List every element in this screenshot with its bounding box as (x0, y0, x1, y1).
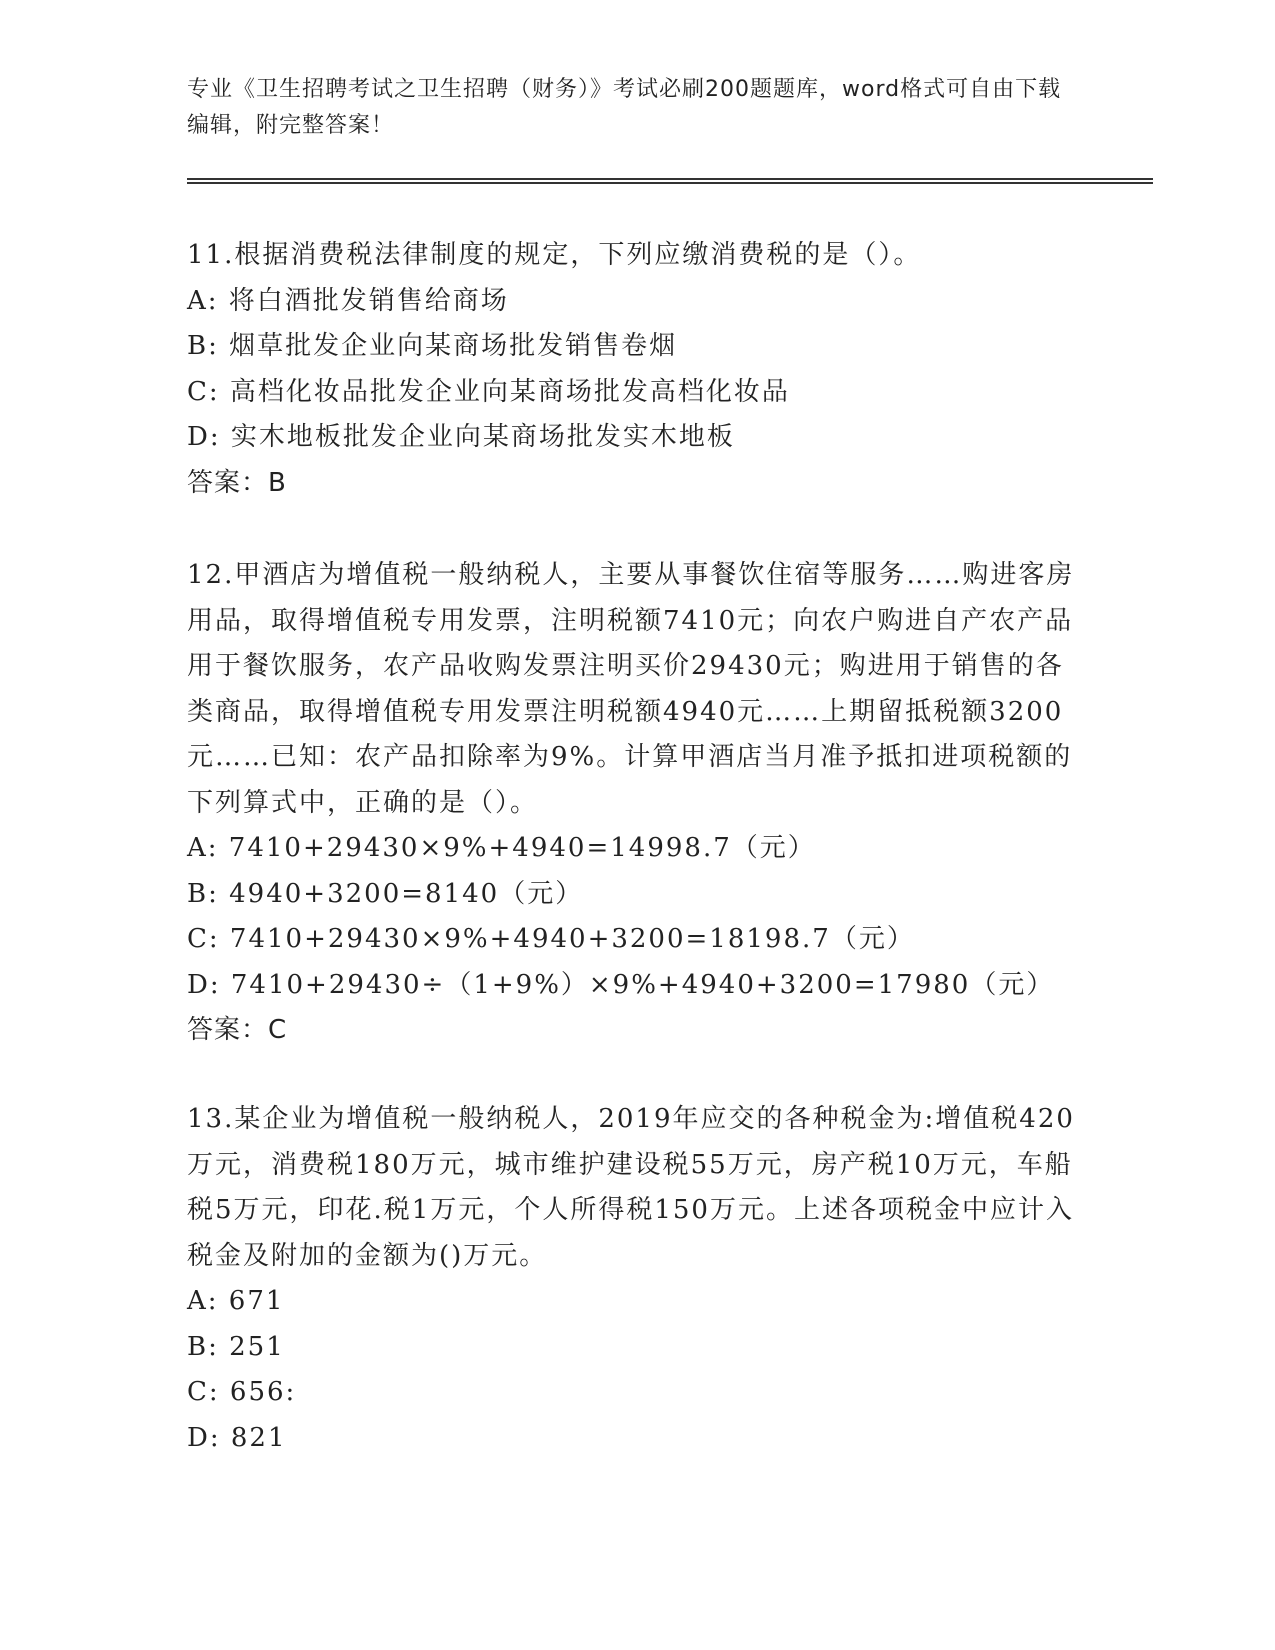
answer-label: 答案：B (187, 467, 287, 498)
question-12 (187, 553, 1087, 1054)
option-c: C: 7410+29430×9%+4940+3200=18198.7（元） (187, 924, 915, 954)
option-b: B: 251 (187, 1331, 285, 1362)
option-d: D: 实木地板批发企业向某商场批发实木地板 (187, 422, 735, 452)
option-a: A: 671 (187, 1286, 285, 1316)
question-11 (187, 233, 1087, 506)
option-c: C: 高档化妆品批发企业向某商场批发高档化妆品 (187, 376, 790, 407)
option-b: B: 4940+3200=8140（元） (187, 878, 584, 909)
question-stem: 12.甲酒店为增值税一般纳税人，主要从事餐饮住宿等服务……购进客房用品，取得增值税专用发票，注明税额7410元；向农户购进自产农产品用于餐饮服务，农产品收购发票注明买价29430元；购进用于销售的各类商品，取得增值税专用发票注明税额4940元……上期留抵税额3200元……已知：农产品扣除率为9%。计算甲酒店当月准予抵扣进项税额的下列算式中，正确的是（）。 (187, 560, 1075, 818)
document-header: 专业《卫生招聘考试之卫生招聘（财务）》考试必刷200题题库，word格式可自由下载编辑，附完整答案！ (187, 77, 1062, 138)
option-d: D: 821 (187, 1422, 287, 1453)
question-stem: 13.某企业为增值税一般纳税人，2019年应交的各种税金为:增值税420万元，消费税180万元，城市维护建设税55万元，房产税10万元，车船税5万元，印花.税1万元，个人所得税150万元。上述各项税金中应计入税金及附加的金额为()万元。 (187, 1104, 1075, 1271)
answer-label: 答案：C (187, 1015, 288, 1045)
option-a: A: 7410+29430×9%+4940=14998.7（元） (187, 833, 816, 863)
option-d: D: 7410+29430÷（1+9%）×9%+4940+3200=17980（元） (187, 969, 1055, 1000)
question-stem: 11.根据消费税法律制度的规定，下列应缴消费税的是（）。 (187, 240, 922, 270)
option-c: C: 656: (187, 1377, 297, 1407)
option-a: A: 将白酒批发销售给商场 (187, 285, 509, 316)
option-b: B: 烟草批发企业向某商场批发销售卷烟 (187, 331, 678, 361)
header-divider-line (187, 178, 1153, 180)
header-divider-line-secondary (187, 182, 1153, 184)
question-13 (187, 1097, 1087, 1461)
